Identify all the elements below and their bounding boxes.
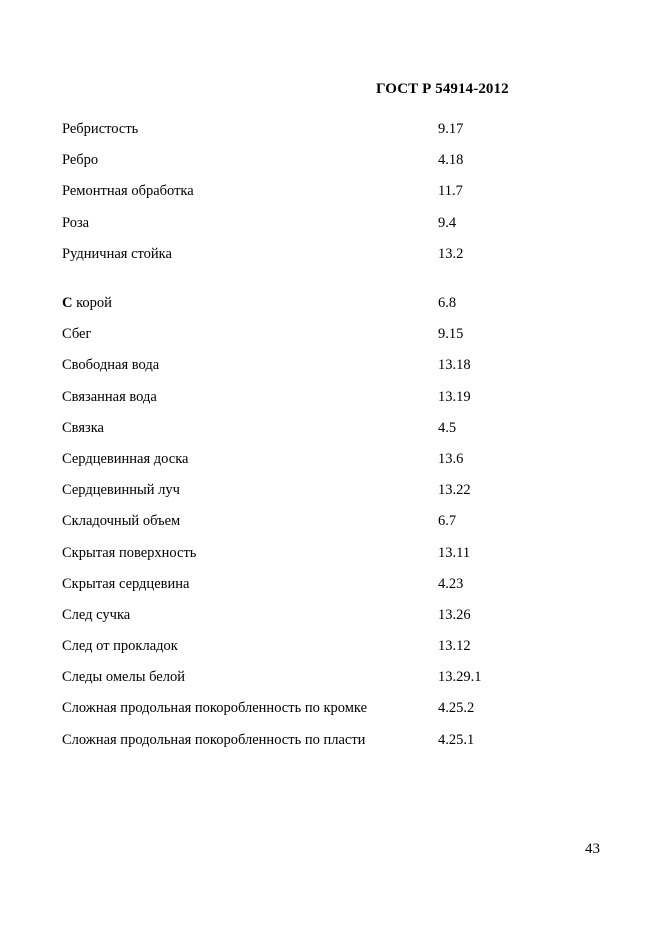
index-term: Скрытая сердцевина (62, 575, 190, 592)
index-term: Сложная продольная покоробленность по пласти (62, 731, 366, 748)
index-ref: 9.4 (438, 214, 457, 231)
index-term: Рудничная стойка (62, 245, 172, 262)
index-ref: 13.12 (438, 638, 471, 655)
index-row (62, 294, 622, 325)
index-row (62, 214, 622, 245)
index-row (62, 151, 622, 182)
index-term: Ремонтная обработка (62, 183, 194, 200)
index-ref: 13.22 (438, 482, 471, 499)
index-row (62, 450, 622, 481)
index-term: Свободная вода (62, 357, 160, 374)
index-group-r (62, 120, 622, 276)
index-term: Складочный объем (62, 513, 181, 530)
index-ref: 13.11 (438, 544, 471, 561)
index-ref: 9.17 (438, 121, 464, 137)
index-ref: 6.7 (438, 513, 457, 530)
index-ref: 4.5 (438, 419, 457, 436)
index-term: След сучка (62, 606, 131, 623)
index-term: Ребристость (62, 121, 139, 137)
index-row (62, 120, 622, 151)
index-term: Ребро (62, 152, 99, 169)
index-row (62, 481, 622, 512)
index-row (62, 731, 622, 762)
index-ref: 6.8 (438, 295, 457, 311)
index-row (62, 325, 622, 356)
index-term (62, 294, 112, 312)
section-letter: С (62, 295, 73, 311)
index-ref: 13.6 (438, 450, 464, 467)
index-term: Сердцевинная доска (62, 450, 189, 467)
index-row (62, 512, 622, 543)
index-row (62, 575, 622, 606)
index-ref: 4.25.1 (438, 731, 475, 748)
document-header: ГОСТ Р 54914-2012 (376, 81, 509, 97)
index-term: След от прокладок (62, 638, 178, 655)
index-term: Сердцевинный луч (62, 482, 180, 499)
index-row (62, 637, 622, 668)
index-ref: 9.15 (438, 326, 464, 343)
index-ref: 11.7 (438, 183, 463, 200)
index-row (62, 419, 622, 450)
index-ref: 13.29.1 (438, 669, 482, 686)
index-term: Следы омелы белой (62, 669, 185, 686)
index-term-rest: корой (72, 295, 112, 311)
index-ref: 4.18 (438, 152, 464, 169)
index-row (62, 245, 622, 276)
index-term: Скрытая поверхность (62, 544, 197, 561)
index-ref: 13.2 (438, 245, 464, 262)
index-row (62, 606, 622, 637)
index-row (62, 544, 622, 575)
index-term: Сложная продольная покоробленность по кромке (62, 700, 368, 717)
index-row (62, 668, 622, 699)
index-term: Сбег (62, 326, 92, 343)
index-term: Роза (62, 214, 90, 231)
index-row (62, 356, 622, 387)
index-ref: 13.19 (438, 388, 471, 405)
page-number: 43 (585, 841, 600, 857)
index-term: Связанная вода (62, 388, 157, 405)
index-ref: 13.26 (438, 606, 471, 623)
index-row (62, 388, 622, 419)
index-row (62, 699, 622, 730)
index-row (62, 182, 622, 213)
index-ref: 4.25.2 (438, 700, 475, 717)
index-ref: 4.23 (438, 575, 464, 592)
index-term: Связка (62, 419, 104, 436)
index-ref: 13.18 (438, 357, 471, 374)
index-group-s (62, 294, 622, 762)
